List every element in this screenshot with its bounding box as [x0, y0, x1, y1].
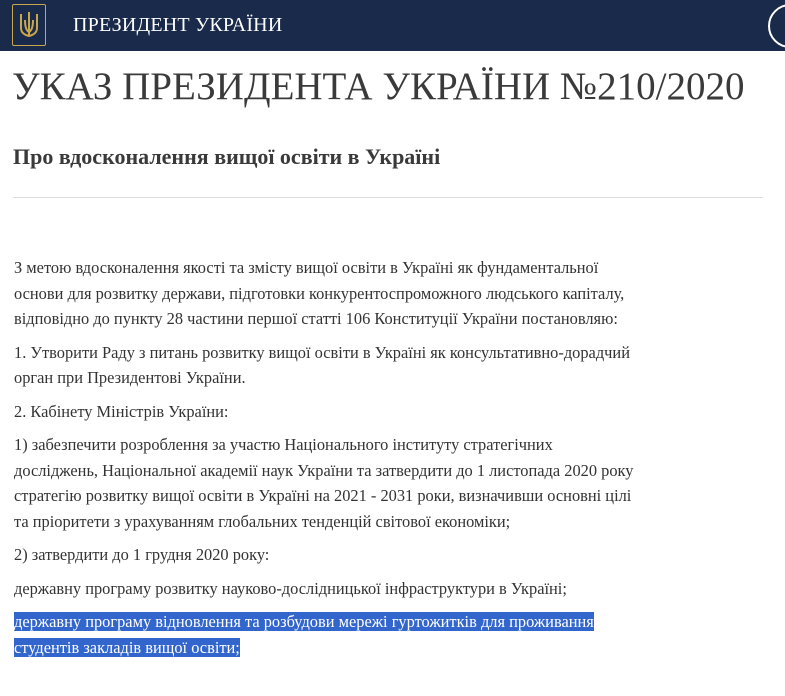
decree-paragraph: [14, 576, 772, 602]
paragraph-line: державну програму відновлення та розбудови мережі гуртожитків для проживання: [14, 612, 594, 631]
paragraph-line: досліджень, Національної академії наук України та затвердити до 1 листопада 2020 року: [14, 460, 634, 480]
decree-paragraph: [14, 255, 772, 332]
decree-paragraph: [14, 399, 772, 425]
paragraph-line: відповідно до пункту 28 частини першої статті 106 Конституції України постановляю:: [14, 309, 618, 328]
paragraph-line: 1) забезпечити розроблення за участю Національного інституту стратегічних: [14, 435, 553, 454]
paragraph-line: 1. Утворити Раду з питань розвитку вищої освіти в Україні як консультативно-дорадчий: [14, 342, 630, 362]
page-subtitle: Про вдосконалення вищої освіти в Україні: [13, 144, 441, 169]
paragraph-line: стратегію розвитку вищої освіти в Україні на 2021 - 2031 роки, визначивши основні цілі: [14, 486, 632, 505]
decree-paragraph: [14, 340, 772, 391]
site-header: [0, 0, 785, 51]
decree-paragraph: [14, 542, 772, 568]
decree-paragraph: [14, 609, 772, 660]
paragraph-line: З метою вдосконалення якості та змісту вищої освіти в Україні як фундаментальної: [14, 258, 599, 277]
decree-text: [14, 255, 772, 668]
paragraph-line: 2) затвердити до 1 грудня 2020 року:: [14, 545, 270, 564]
paragraph-line: студентів закладів вищої освіти;: [14, 637, 240, 657]
trident-emblem-icon[interactable]: [12, 4, 46, 46]
paragraph-line: 2. Кабінету Міністрів України:: [14, 401, 229, 421]
site-title-link[interactable]: ПРЕЗИДЕНТ УКРАЇНИ: [73, 14, 283, 36]
paragraph-line: державну програму розвитку науково-дослідницької інфраструктури в Україні;: [14, 578, 567, 598]
menu-button[interactable]: [768, 4, 785, 48]
divider: [13, 197, 763, 198]
paragraph-line: орган при Президентові України.: [14, 368, 246, 387]
decree-paragraph: [14, 432, 772, 534]
paragraph-line: основи для розвитку держави, підготовки конкурентоспроможного людського капіталу,: [14, 283, 625, 303]
page-title: УКАЗ ПРЕЗИДЕНТА УКРАЇНИ №210/2020: [12, 65, 745, 108]
paragraph-line: та пріоритети з урахуванням глобальних тенденцій світової економіки;: [14, 511, 511, 531]
